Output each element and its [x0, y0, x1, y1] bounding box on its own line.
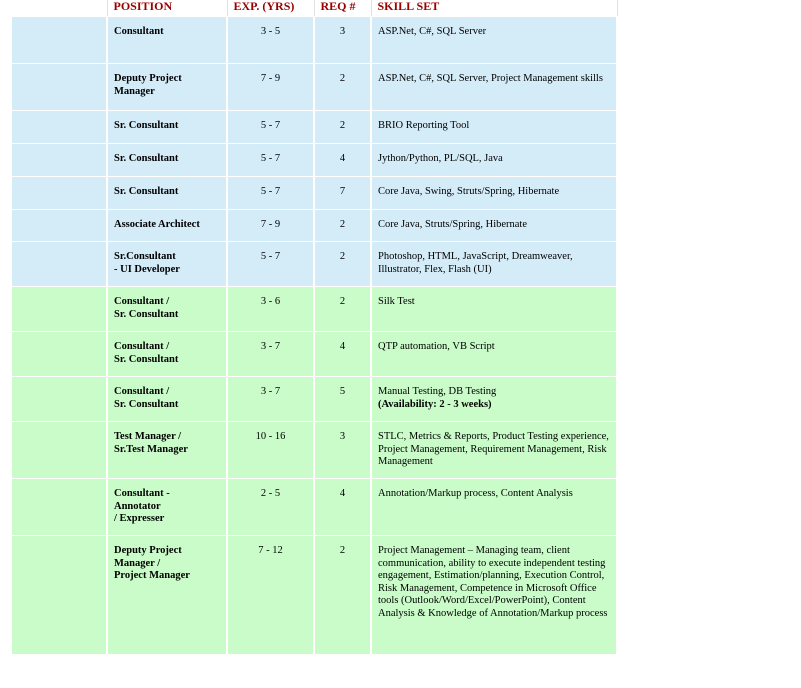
- experience-cell: 10 - 16: [227, 422, 314, 479]
- skill-set-cell: [371, 144, 617, 177]
- position-cell: [107, 422, 227, 479]
- table-row: [11, 536, 617, 655]
- position-line: Sr. Consultant: [114, 186, 179, 197]
- skill-set-text: STLC, Metrics & Reports, Product Testing experience, Project Management, Requirement Management, Risk Management: [378, 431, 609, 467]
- position-line: Consultant /: [114, 296, 170, 307]
- skill-set-text: Silk Test: [378, 296, 415, 307]
- table-row: [11, 479, 617, 536]
- position-line: Deputy Project: [114, 73, 182, 84]
- position-cell: [107, 536, 227, 655]
- position-cell: [107, 111, 227, 144]
- requirement-cell: 2: [314, 64, 371, 111]
- position-cell: [107, 177, 227, 210]
- header-row: [11, 0, 617, 17]
- row-spacer-cell: [11, 479, 107, 536]
- requirement-cell: 4: [314, 332, 371, 377]
- position-line: Manager: [114, 85, 155, 97]
- position-line: Project Manager: [114, 570, 190, 581]
- position-cell: [107, 64, 227, 111]
- skill-set-text: Photoshop, HTML, JavaScript, Dreamweaver, Illustrator, Flex, Flash (UI): [378, 251, 573, 275]
- position-line: Sr. Consultant: [114, 308, 179, 320]
- position-line: / Expresser: [114, 513, 165, 524]
- requirement-cell: 2: [314, 111, 371, 144]
- skill-set-cell: [371, 536, 617, 655]
- header-experience: EXP. (YRS): [227, 0, 314, 17]
- table-row: [11, 177, 617, 210]
- experience-cell: 7 - 12: [227, 536, 314, 655]
- position-line: Consultant /: [114, 341, 170, 352]
- requirement-cell: 2: [314, 242, 371, 287]
- position-line: Sr. Consultant: [114, 353, 179, 365]
- table-row: [11, 64, 617, 111]
- skill-set-text: QTP automation, VB Script: [378, 341, 495, 352]
- position-cell: [107, 210, 227, 242]
- skill-set-text: ASP.Net, C#, SQL Server, Project Management skills: [378, 73, 603, 84]
- skill-set-cell: [371, 287, 617, 332]
- skill-set-cell: [371, 422, 617, 479]
- skill-set-cell: [371, 17, 617, 64]
- skill-set-text: ASP.Net, C#, SQL Server: [378, 26, 487, 37]
- requirement-cell: 7: [314, 177, 371, 210]
- row-spacer-cell: [11, 144, 107, 177]
- position-line: Consultant -: [114, 488, 170, 499]
- table-body: [11, 17, 617, 655]
- experience-cell: 2 - 5: [227, 479, 314, 536]
- header-requirement: REQ #: [314, 0, 371, 17]
- position-line: Deputy Project: [114, 545, 182, 556]
- skill-set-text: Core Java, Struts/Spring, Hibernate: [378, 219, 528, 230]
- skill-set-cell: [371, 377, 617, 422]
- skill-set-cell: [371, 210, 617, 242]
- experience-cell: 5 - 7: [227, 242, 314, 287]
- requirement-cell: 5: [314, 377, 371, 422]
- table-row: [11, 17, 617, 64]
- experience-cell: 3 - 7: [227, 377, 314, 422]
- position-line: Consultant /: [114, 386, 170, 397]
- skill-set-cell: [371, 479, 617, 536]
- experience-cell: 3 - 7: [227, 332, 314, 377]
- position-line: Sr. Consultant: [114, 398, 179, 410]
- requirement-cell: 3: [314, 17, 371, 64]
- header-position: POSITION: [107, 0, 227, 17]
- skill-set-cell: [371, 64, 617, 111]
- experience-cell: 7 - 9: [227, 64, 314, 111]
- requirement-cell: 4: [314, 144, 371, 177]
- table-row: [11, 287, 617, 332]
- row-spacer-cell: [11, 210, 107, 242]
- row-spacer-cell: [11, 332, 107, 377]
- position-cell: [107, 377, 227, 422]
- position-cell: [107, 17, 227, 64]
- row-spacer-cell: [11, 17, 107, 64]
- header-blank: [11, 0, 107, 17]
- row-spacer-cell: [11, 536, 107, 655]
- table-row: [11, 377, 617, 422]
- skill-set-text: Project Management – Managing team, client communication, ability to execute independent testing engagement, Estimation/planning, Execution Control, Risk Management, Competence in Microsoft Office tools (Outlook/Word/Excel/PowerPoint), Content Analysis & Knowledge of Annotation/Markup process: [378, 545, 608, 619]
- row-spacer-cell: [11, 287, 107, 332]
- requirement-cell: 2: [314, 536, 371, 655]
- experience-cell: 3 - 6: [227, 287, 314, 332]
- skill-set-cell: [371, 332, 617, 377]
- requirement-cell: 2: [314, 210, 371, 242]
- job-openings-table: [10, 0, 618, 655]
- skill-set-text: Manual Testing, DB Testing: [378, 386, 497, 397]
- position-line: Manager /: [114, 557, 161, 569]
- table-row: [11, 242, 617, 287]
- position-line: Sr. Consultant: [114, 153, 179, 164]
- position-line: - UI Developer: [114, 263, 180, 275]
- experience-cell: 3 - 5: [227, 17, 314, 64]
- skill-set-text: Core Java, Swing, Struts/Spring, Hibernate: [378, 186, 560, 197]
- position-cell: [107, 479, 227, 536]
- row-spacer-cell: [11, 422, 107, 479]
- row-spacer-cell: [11, 64, 107, 111]
- position-line: Consultant: [114, 26, 164, 37]
- position-cell: [107, 144, 227, 177]
- position-cell: [107, 332, 227, 377]
- position-line: Sr.Test Manager: [114, 443, 188, 455]
- experience-cell: 5 - 7: [227, 111, 314, 144]
- position-line: Annotator: [114, 500, 161, 512]
- position-line: Sr.Consultant: [114, 251, 176, 262]
- experience-cell: 7 - 9: [227, 210, 314, 242]
- experience-cell: 5 - 7: [227, 144, 314, 177]
- skill-set-text: Jython/Python, PL/SQL, Java: [378, 153, 503, 164]
- skill-set-text: BRIO Reporting Tool: [378, 120, 470, 131]
- requirement-cell: 4: [314, 479, 371, 536]
- experience-cell: 5 - 7: [227, 177, 314, 210]
- skill-set-cell: [371, 177, 617, 210]
- table-row: [11, 144, 617, 177]
- position-line: Associate Architect: [114, 219, 200, 230]
- requirement-cell: 2: [314, 287, 371, 332]
- header-skill-set: SKILL SET: [371, 0, 617, 17]
- position-line: Test Manager /: [114, 431, 182, 442]
- requirement-cell: 3: [314, 422, 371, 479]
- row-spacer-cell: [11, 377, 107, 422]
- availability-note: (Availability: 2 - 3 weeks): [378, 398, 492, 410]
- skill-set-cell: [371, 111, 617, 144]
- position-cell: [107, 242, 227, 287]
- position-line: Sr. Consultant: [114, 120, 179, 131]
- row-spacer-cell: [11, 177, 107, 210]
- row-spacer-cell: [11, 242, 107, 287]
- table-row: [11, 111, 617, 144]
- skill-set-cell: [371, 242, 617, 287]
- row-spacer-cell: [11, 111, 107, 144]
- position-cell: [107, 287, 227, 332]
- table-row: [11, 422, 617, 479]
- table-row: [11, 210, 617, 242]
- table-row: [11, 332, 617, 377]
- skill-set-text: Annotation/Markup process, Content Analysis: [378, 488, 573, 499]
